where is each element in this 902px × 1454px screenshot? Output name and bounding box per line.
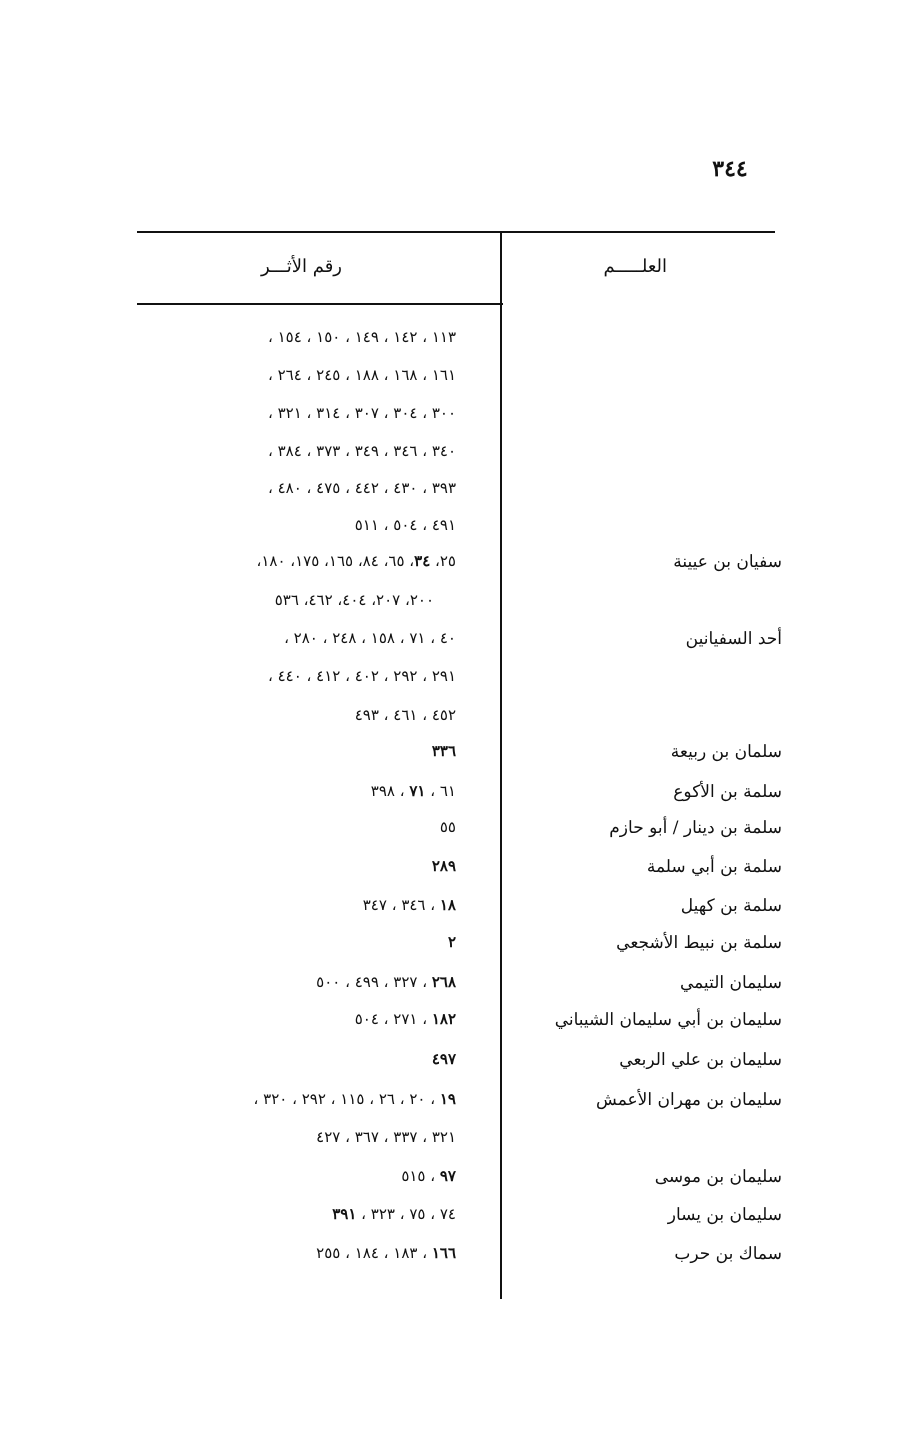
ref-segment-bold: ٢٨٩ [431,857,456,875]
reference-numbers [268,667,456,685]
ref-segment: ، ٢٧١ ، ٥٠٤ [354,1010,432,1028]
index-row [0,366,902,404]
reference-numbers [332,1205,456,1223]
ref-segment-bold: ١٩ [439,1090,456,1108]
index-row [0,818,902,856]
ref-segment: ٧٤ ، ٧٥ ، ٣٢٣ ، [356,1205,456,1223]
ref-segment-bold: ٣٩١ [332,1205,357,1223]
person-name: سماك بن حرب [674,1244,782,1264]
person-name: سلمة بن أبي سلمة [646,857,782,877]
reference-numbers [268,442,456,460]
index-row [0,1090,902,1128]
index-row [0,516,902,554]
person-name: سليمان بن موسى [654,1167,782,1187]
reference-numbers [355,706,456,724]
index-row [0,1050,902,1088]
index-row [0,782,902,820]
ref-segment: ، ٥١٥ [401,1167,440,1185]
ref-segment-bold: ١٨٢ [431,1010,456,1028]
ref-segment-bold: ٤٩٧ [431,1050,456,1068]
ref-segment: ، ٢٠ ، ٢٦ ، ١١٥ ، ٢٩٢ ، ٣٢٠ ، [253,1090,440,1108]
index-row [0,328,902,366]
reference-numbers [284,629,456,647]
index-row [0,552,902,590]
reference-numbers [268,328,456,346]
index-row [0,1205,902,1243]
person-name: سليمان التيمي [679,973,782,993]
index-row [0,933,902,971]
reference-numbers [268,366,456,384]
reference-numbers [355,1010,456,1028]
ref-segment: ٢٠٠، ٢٠٧، ٤٠٤، ٤٦٢، ٥٣٦ [274,591,434,609]
reference-numbers [256,552,456,570]
index-row [0,973,902,1011]
ref-segment: ٢٥، [430,552,456,570]
ref-segment: ٤٥٢ ، ٤٦١ ، ٤٩٣ [354,706,456,724]
reference-numbers [268,479,456,497]
reference-numbers [363,896,456,914]
index-row [0,1128,902,1166]
reference-numbers [440,818,456,836]
person-name: سليمان بن مهران الأعمش [596,1090,782,1110]
ref-segment: ٤٠ ، ٧١ ، ١٥٨ ، ٢٤٨ ، ٢٨٠ ، [284,629,456,647]
person-name: أحد السفيانين [685,629,782,649]
ref-segment: ، ٣٤٦ ، ٣٤٧ [362,896,440,914]
index-row [0,442,902,480]
header-refs: رقم الأثـــر [260,256,342,277]
reference-numbers [432,1050,456,1068]
ref-segment: ٣٢١ ، ٣٣٧ ، ٣٦٧ ، ٤٢٧ [316,1128,456,1146]
index-row [0,706,902,744]
ref-segment: ، ٦٥، ٨٤، ١٦٥، ١٧٥، ١٨٠، [256,552,415,570]
index-row [0,857,902,895]
reference-numbers [268,404,456,422]
index-row [0,591,902,629]
index-row [0,629,902,667]
person-name: سفيان بن عيينة [673,552,782,572]
reference-numbers [355,516,456,534]
ref-segment: ١١٣ ، ١٤٢ ، ١٤٩ ، ١٥٠ ، ١٥٤ ، [267,328,456,346]
reference-numbers [401,1167,456,1185]
reference-numbers [432,857,456,875]
page-number: ٣٤٤ [712,156,748,182]
index-row [0,1010,902,1048]
person-name: سليمان بن علي الربعي [619,1050,782,1070]
ref-segment: ٦١ ، [425,782,456,800]
reference-numbers [371,782,456,800]
ref-segment-bold: ١٨ [439,896,456,914]
index-row [0,1167,902,1205]
ref-segment: ٣٠٠ ، ٣٠٤ ، ٣٠٧ ، ٣١٤ ، ٣٢١ ، [267,404,456,422]
ref-segment-bold: ٣٤ [414,552,431,570]
reference-numbers [448,933,456,951]
person-name: سلمة بن نبيط الأشجعي [616,933,782,953]
person-name: سليمان بن أبي سليمان الشيباني [554,1010,782,1030]
ref-segment: ١٦١ ، ١٦٨ ، ١٨٨ ، ٢٤٥ ، ٢٦٤ ، [267,366,456,384]
reference-numbers [316,1128,456,1146]
ref-segment: ٣٤٠ ، ٣٤٦ ، ٣٤٩ ، ٣٧٣ ، ٣٨٤ ، [267,442,456,460]
person-name: سلمة بن دينار / أبو حازم [609,818,782,838]
index-row [0,667,902,705]
reference-numbers [316,973,456,991]
index-row [0,896,902,934]
person-name: سلمة بن كهيل [680,896,782,916]
person-name: سلمان بن ربيعة [670,742,782,762]
reference-numbers [275,591,434,609]
ref-segment-bold: ١٦٦ [431,1244,456,1262]
ref-segment: ، ٣٢٧ ، ٤٩٩ ، ٥٠٠ [316,973,432,991]
reference-numbers [316,1244,456,1262]
ref-segment-bold: ٢٦٨ [431,973,456,991]
ref-segment: ، ٣٩٨ [370,782,410,800]
ref-segment-bold: ٩٧ [439,1167,456,1185]
index-row [0,479,902,517]
person-name: سليمان بن يسار [667,1205,782,1225]
ref-segment: ، ١٨٣ ، ١٨٤ ، ٢٥٥ [316,1244,432,1262]
index-row [0,1244,902,1282]
ref-segment: ٤٩١ ، ٥٠٤ ، ٥١١ [354,516,456,534]
ref-segment-bold: ٣٣٦ [431,742,456,760]
person-name: سلمة بن الأكوع [673,782,782,802]
ref-segment: ٣٩٣ ، ٤٣٠ ، ٤٤٢ ، ٤٧٥ ، ٤٨٠ ، [267,479,456,497]
ref-segment: ٢٩١ ، ٢٩٢ ، ٤٠٢ ، ٤١٢ ، ٤٤٠ ، [267,667,456,685]
ref-segment: ٥٥ [439,818,456,836]
index-row [0,404,902,442]
reference-numbers [432,742,456,760]
ref-segment-bold: ٧١ [409,782,426,800]
ref-segment-bold: ٢ [447,933,456,951]
header-name: العلـــــم [603,256,667,277]
index-row [0,742,902,780]
reference-numbers [254,1090,456,1108]
